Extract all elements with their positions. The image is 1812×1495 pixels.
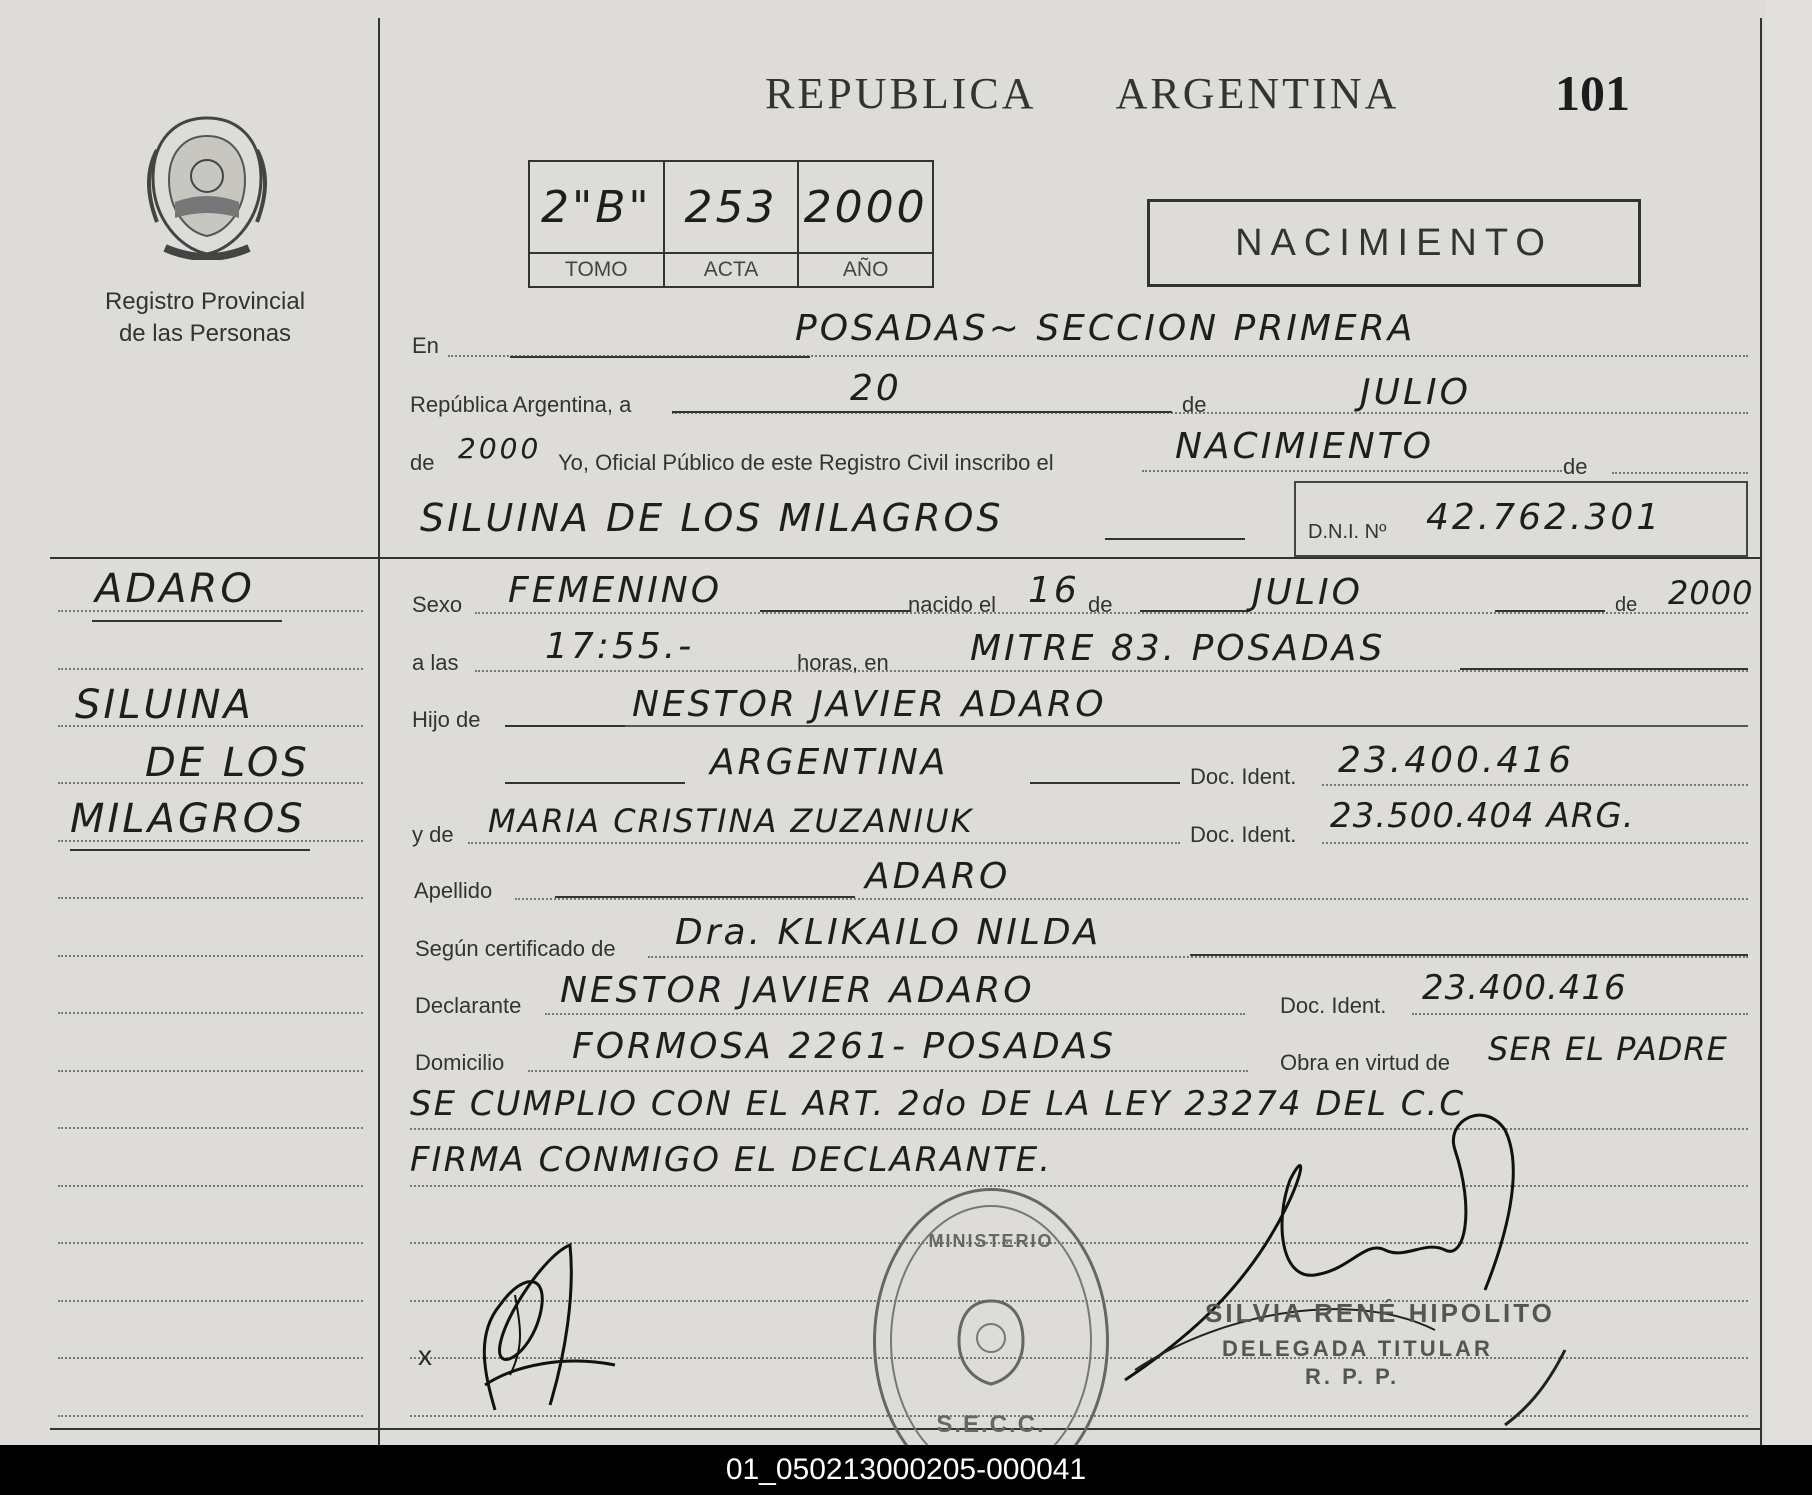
label-hijo-de: Hijo de: [412, 707, 481, 732]
margin-surname: ADARO: [95, 566, 255, 612]
label-apellido: Apellido: [414, 878, 493, 903]
field-birth-year: 2000: [1668, 574, 1754, 612]
label-sexo: Sexo: [412, 592, 463, 617]
dotted-line: [1322, 784, 1748, 786]
acta-box: [665, 162, 800, 286]
field-note-1: SE CUMPLIO CON EL ART. 2do DE LA LEY 23274 DEL C.C: [410, 1084, 1466, 1124]
underline: [92, 620, 282, 622]
official-org: R. P. P.: [1305, 1364, 1400, 1389]
seal-emblem-icon: [951, 1296, 1031, 1386]
document-code: 01_050213000205-000041: [725, 1453, 1087, 1486]
country-title: REPUBLICA ARGENTINA: [765, 69, 1400, 118]
dotted-line: [1612, 472, 1748, 474]
dotted-line: [475, 670, 1748, 672]
label-y-de: y de: [412, 822, 454, 847]
field-father-nationality: ARGENTINA: [710, 742, 949, 783]
margin-line: [58, 897, 363, 899]
dni-box: [1294, 481, 1748, 557]
field-father: NESTOR JAVIER ADARO: [632, 684, 1107, 725]
field-name: SILUINA DE LOS MILAGROS: [420, 496, 1004, 540]
underline: [505, 725, 625, 727]
field-certificate: Dra. KLIKAILO NILDA: [675, 912, 1102, 953]
underline: [1140, 610, 1250, 612]
label-obra: Obra en virtud de: [1280, 1050, 1450, 1075]
margin-line: [58, 1300, 363, 1302]
field-year: 2000: [458, 432, 542, 465]
underline: [505, 782, 685, 784]
tomo-box: [530, 162, 665, 286]
underline: [625, 725, 1748, 727]
official-role: DELEGADA TITULAR: [1222, 1336, 1493, 1361]
section-divider: [50, 557, 1760, 559]
label-horas-en: horas, en: [797, 650, 889, 675]
margin-line: [58, 1357, 363, 1359]
field-day: 20: [850, 368, 902, 409]
label-a-las: a las: [412, 650, 459, 675]
dotted-line: [1412, 1013, 1748, 1015]
tomo-caption: TOMO: [530, 252, 663, 286]
label-yo: Yo, Oficial Público de este Registro Civil inscribo el: [558, 450, 1054, 475]
label-segun: Según certificado de: [415, 936, 616, 961]
field-declarant-doc: 23.400.416: [1422, 968, 1627, 1008]
margin-line: [58, 840, 363, 842]
ano-box: [799, 162, 932, 286]
margin-line: [58, 668, 363, 670]
field-surname: ADARO: [865, 856, 1011, 897]
ano-caption: AÑO: [799, 252, 932, 286]
label-doc-ident-3: Doc. Ident.: [1280, 993, 1387, 1018]
underline: [1030, 782, 1180, 784]
field-dni: 42.762.301: [1426, 497, 1663, 538]
margin-given3: MILAGROS: [70, 796, 306, 842]
field-event: NACIMIENTO: [1175, 426, 1434, 467]
field-declarant: NESTOR JAVIER ADARO: [560, 970, 1035, 1011]
field-mother: MARIA CRISTINA ZUZANIUK: [488, 802, 974, 840]
dotted-line: [545, 1013, 1245, 1015]
margin-given2: DE LOS: [145, 740, 310, 786]
field-father-doc: 23.400.416: [1338, 740, 1575, 781]
margin-line: [58, 725, 363, 727]
margin-line: [58, 1070, 363, 1072]
seal-top-text: MINISTERIO: [928, 1231, 1054, 1251]
margin-line: [58, 782, 363, 784]
label-de-year2: de: [1615, 594, 1638, 616]
label-de-month: de: [1182, 392, 1207, 417]
field-birth-month: JULIO: [1252, 572, 1363, 613]
declarant-signature-icon: [455, 1235, 635, 1425]
margin-line: [58, 610, 363, 612]
underline: [1460, 668, 1748, 670]
margin-given1: SILUINA: [75, 682, 254, 728]
registry-label-line2: de las Personas: [118, 320, 292, 347]
acta-value: 253: [684, 182, 778, 233]
record-number-boxes: [528, 160, 934, 288]
dotted-line: [515, 898, 1748, 900]
label-doc-ident-1: Doc. Ident.: [1190, 764, 1297, 789]
label-doc-ident-2: Doc. Ident.: [1190, 822, 1297, 847]
dotted-line: [528, 1070, 1248, 1072]
seal-bottom-text: S.E.C.C.: [936, 1411, 1046, 1438]
label-republica: República Argentina, a: [410, 392, 632, 417]
field-address: FORMOSA 2261- POSADAS: [572, 1026, 1117, 1067]
page-number: 101: [1555, 65, 1630, 121]
field-place: POSADAS~ SECCION PRIMERA: [795, 308, 1416, 349]
underline: [1105, 538, 1245, 540]
official-name: SILVIA RENÉ HIPOLITO: [1205, 1298, 1555, 1328]
label-dni: D.N.I. Nº: [1308, 521, 1387, 543]
dotted-line: [1322, 842, 1748, 844]
dotted-line: [468, 842, 1180, 844]
margin-line: [58, 1242, 363, 1244]
registry-label-line1: Registro Provincial: [104, 288, 306, 315]
label-de-after: de: [1563, 454, 1588, 479]
signature-x-mark: x: [418, 1340, 432, 1371]
left-column-divider: [378, 18, 380, 1445]
provincial-emblem-icon: [135, 110, 280, 260]
underline: [555, 896, 855, 898]
ano-value: 2000: [803, 182, 928, 233]
label-domicilio: Domicilio: [415, 1050, 505, 1075]
underline: [70, 849, 310, 851]
margin-line: [58, 1185, 363, 1187]
underline: [1190, 954, 1748, 956]
footer-bar: [0, 1445, 1812, 1495]
dotted-line: [1142, 470, 1562, 472]
underline: [672, 411, 1172, 413]
margin-line: [58, 1415, 363, 1417]
field-time: 17:55.-: [545, 626, 695, 667]
acta-caption: ACTA: [665, 252, 798, 286]
label-de-year: de: [410, 450, 435, 475]
margin-line: [58, 1127, 363, 1129]
field-mother-doc: 23.500.404 ARG.: [1330, 796, 1635, 836]
field-sex: FEMENINO: [508, 570, 723, 611]
margin-line: [58, 1012, 363, 1014]
underline: [510, 356, 810, 358]
label-de-day: de: [1088, 592, 1113, 617]
dotted-line: [648, 956, 1748, 958]
field-birth-day: 16: [1028, 570, 1080, 611]
field-note-2: FIRMA CONMIGO EL DECLARANTE.: [410, 1140, 1053, 1180]
right-border: [1760, 18, 1762, 1445]
registry-label: [60, 286, 350, 350]
margin-line: [58, 955, 363, 957]
label-nacido-el: nacido el: [908, 592, 997, 617]
field-capacity: SER EL PADRE: [1488, 1030, 1728, 1068]
underline: [1495, 610, 1605, 612]
underline: [760, 610, 910, 612]
label-declarante: Declarante: [415, 993, 522, 1018]
tomo-value: 2"B": [541, 182, 652, 233]
field-birth-place: MITRE 83. POSADAS: [970, 628, 1386, 669]
field-month: JULIO: [1360, 372, 1471, 413]
label-en: En: [412, 333, 439, 358]
record-type-box: NACIMIENTO: [1147, 199, 1641, 287]
